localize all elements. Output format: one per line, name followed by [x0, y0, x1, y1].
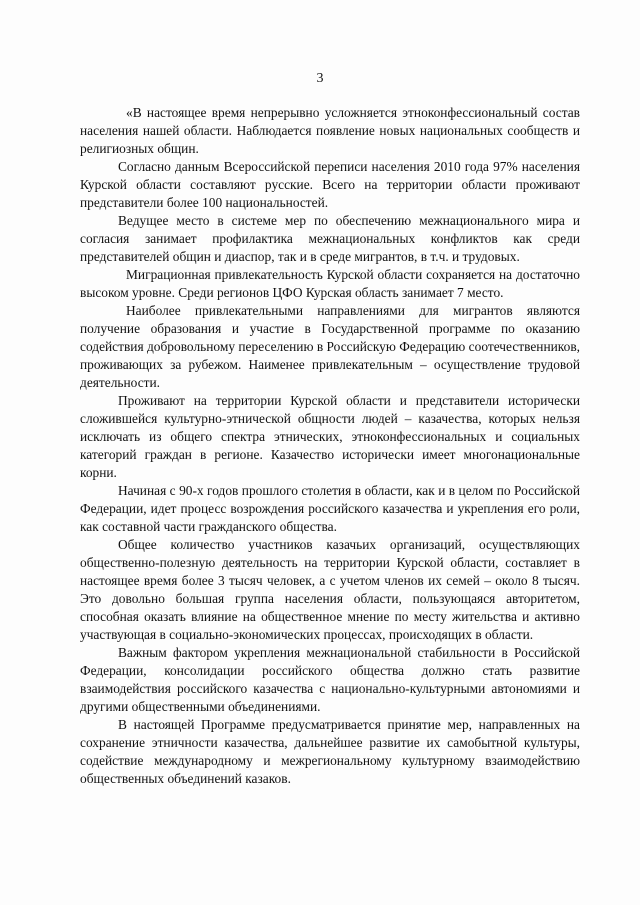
page-number: 3	[316, 71, 324, 86]
paragraph-ethnic-composition: «В настоящее время непрерывно усложняется этноконфессиональный состав населения нашей области. Наблюдается появление новых национальных сообществ и религиозных общин.	[80, 105, 580, 156]
paragraph-cossacks-revival: Начиная с 90-х годов прошлого столетия в области, как и в целом по Российской Федерации, идет процесс возрождения российского казачества и укрепления его роли, как составной части гражданского общества.	[80, 483, 580, 534]
paragraph-migration-attractiveness: Миграционная привлекательность Курской области сохраняется на достаточно высоком уровне. Среди регионов ЦФО Курская область занимает 7 место.	[80, 267, 580, 300]
paragraph-program-measures: В настоящей Программе предусматривается принятие мер, направленных на сохранение этничности казачества, дальнейшее развитие их самобытной культуры, содействие международному и межрегиональному культурному взаимодействию общественных объединений казаков.	[80, 717, 580, 786]
paragraph-migrant-directions: Наиболее привлекательными направлениями для мигрантов являются получение образования и участие в Государственной программе по оказанию содействия добровольному переселению в Российскую Федерацию соотечественников, проживающих за рубежом. Наименее привлекательным – осуществление трудовой деятельности.	[80, 303, 580, 390]
paragraph-cossack-organizations: Общее количество участников казачьих организаций, осуществляющих общественно-полезную деятельность на территории Курской области, составляет в настоящее время более 3 тысяч человек, а с учетом членов их семей – около 8 тысяч. Это довольно большая группа населения области, пользующаяся авторитетом, способная оказать влияние на общественное мнение по месту жительства и активно участвующая в социально-экономических процессах, происходящих в области.	[80, 537, 580, 642]
paragraph-cossacks-community: Проживают на территории Курской области и представители исторически сложившейся культурно-этнической общности людей – казачества, которых нельзя исключать из общего спектра этнических, этноконфессиональных и социальных категорий граждан в регионе. Казачество исторически имеет многонациональные корни.	[80, 393, 580, 480]
paragraph-stability-factor: Важным фактором укрепления межнациональной стабильности в Российской Федерации, консолидации российского общества должно стать развитие взаимодействия российского казачества с национально-культурными автономиями и другими общественными объединениями.	[80, 645, 580, 714]
document-body	[80, 104, 580, 788]
paragraph-conflict-prevention: Ведущее место в системе мер по обеспечению межнационального мира и согласия занимает профилактика межнациональных конфликтов как среди представителей общин и диаспор, так и в среде мигрантов, в т.ч. и трудовых.	[80, 213, 580, 264]
paragraph-census-data: Согласно данным Всероссийской переписи населения 2010 года 97% населения Курской области составляют русские. Всего на территории области проживают представители более 100 национальностей.	[80, 159, 580, 210]
